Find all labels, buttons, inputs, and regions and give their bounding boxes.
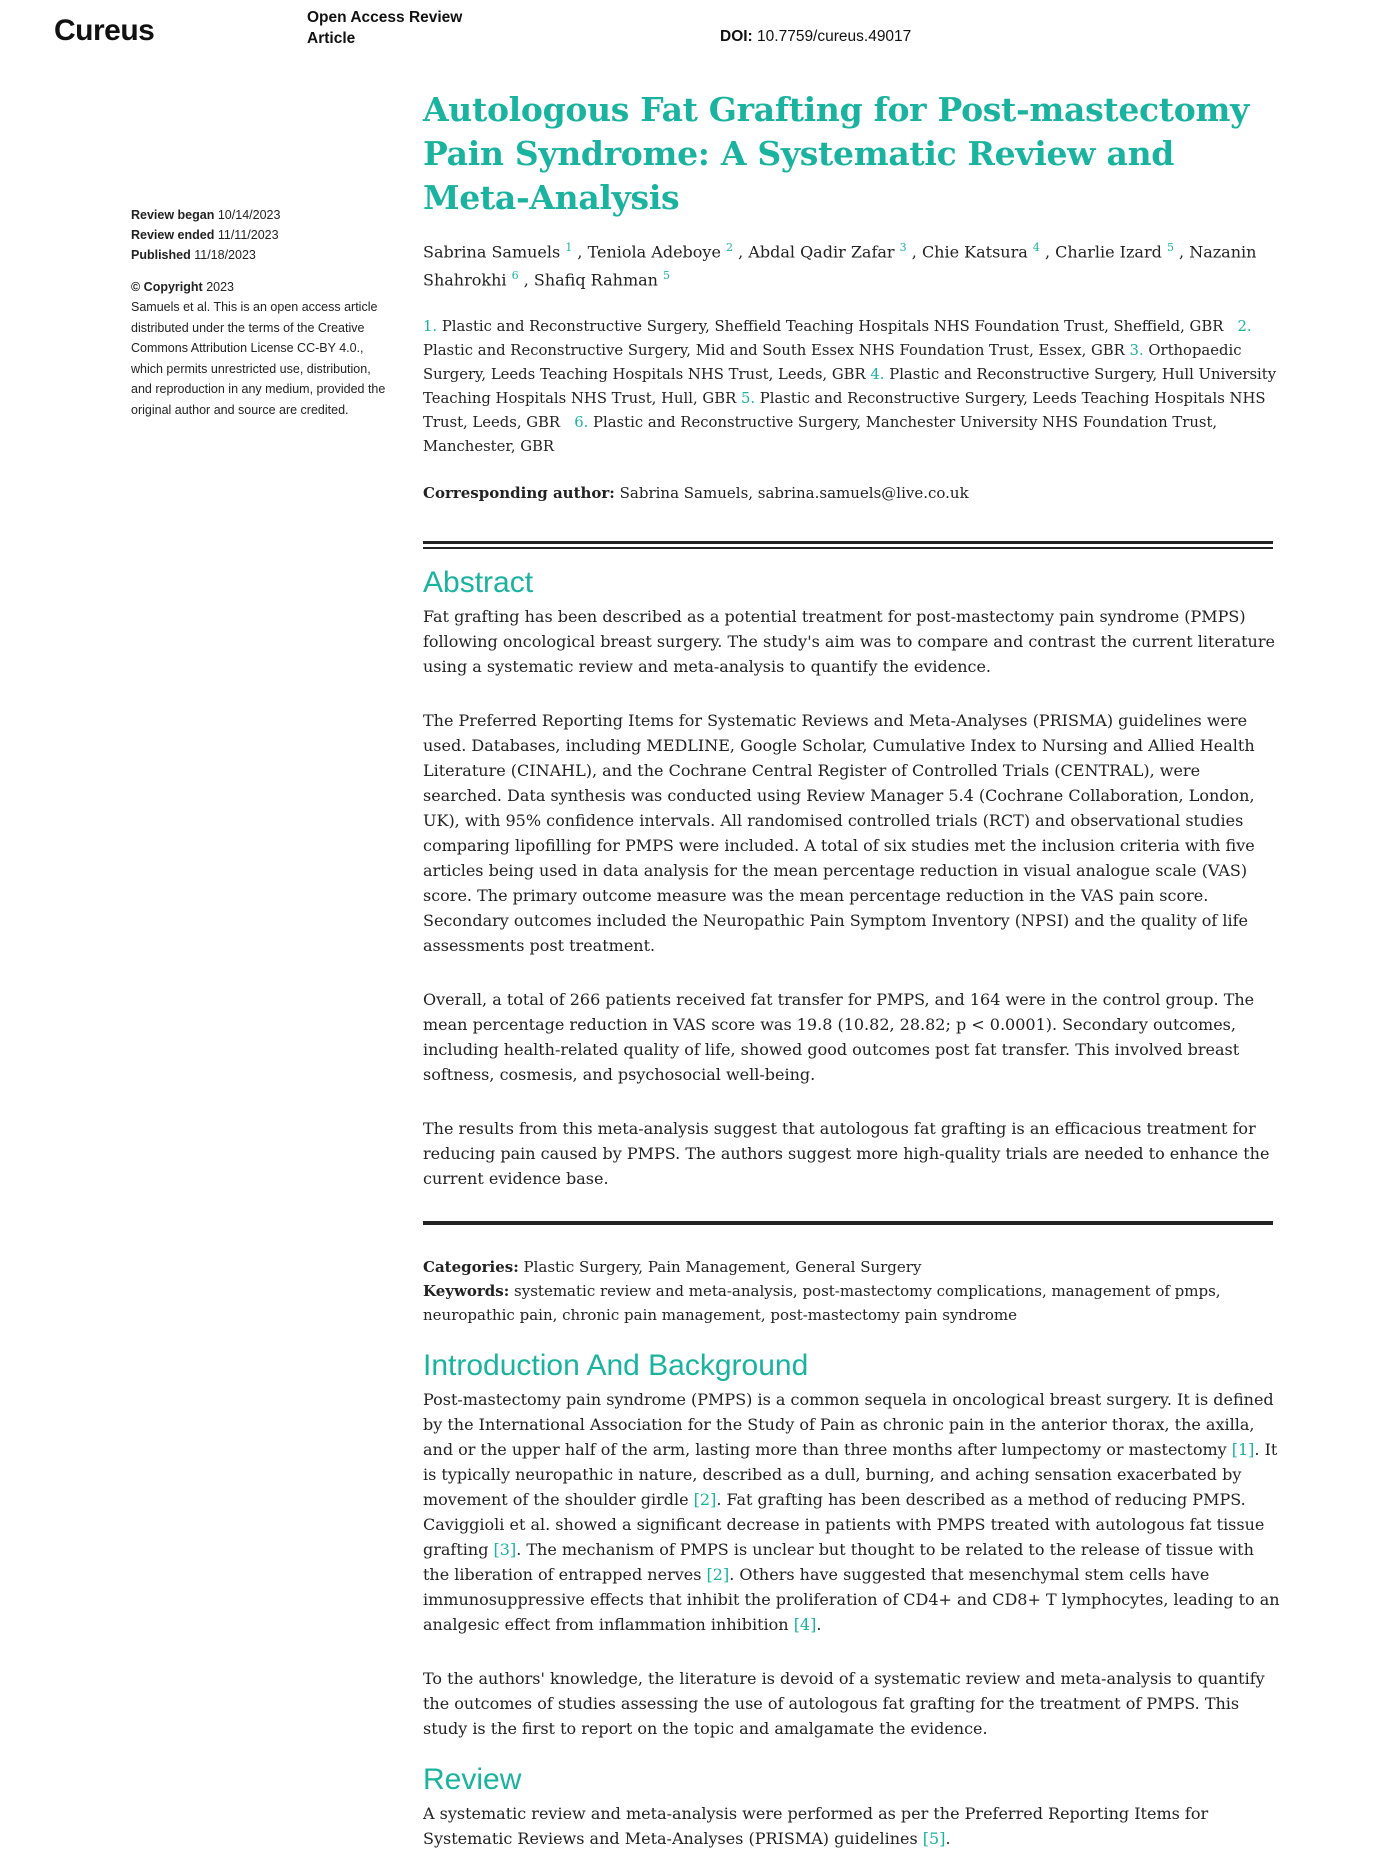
abstract-paragraph: The Preferred Reporting Items for Systematic Reviews and Meta-Analyses (PRISMA) guidelines were used. Databases, including MEDLINE, Google Scholar, Cumulative Index to Nursing and Allied Health Literature (CINAHL), and the Cochrane Central Register of Controlled Trials (CENTRAL), were searched. Data synthesis was conducted using Review Manager 5.4 (Cochrane Collaboration, London, UK), with 95% confidence intervals. All randomised controlled trials (RCT) and observational studies comparing lipofilling for PMPS were included. A total of six studies met the inclusion criteria with five articles being used in data analysis for the mean percentage reduction in visual analogue scale (VAS) score. The primary outcome measure was the mean percentage reduction in the VAS pain score. Secondary outcomes included the Neuropathic Pain Symptom Inventory (NPSI) and the quality of life assessments post treatment. — [423, 710, 1255, 955]
affiliation-text: Plastic and Reconstructive Surgery, Manchester University NHS Foundation Trust, Manchester, GBR — [423, 413, 1218, 455]
citation-link[interactable]: [2] — [706, 1564, 730, 1584]
article-type-line1: Open Access Review — [307, 9, 463, 26]
published-date: 11/18/2023 — [194, 248, 256, 262]
categories-label: Categories: — [423, 1257, 519, 1276]
affiliation-text: Plastic and Reconstructive Surgery, Leeds Teaching Hospitals NHS Trust, Leeds, GBR — [423, 389, 1266, 431]
text-run: . — [816, 1614, 822, 1634]
introduction-section — [423, 1347, 1283, 1741]
affiliation-text: Plastic and Reconstructive Surgery, Hull University Teaching Hospitals NHS Trust, Hull, GBR — [423, 365, 1277, 407]
abstract-section — [423, 564, 1283, 1191]
text-run: Post-mastectomy pain syndrome (PMPS) is a common sequela in oncological breast surgery. It is defined by the International Association for the Study of Pain as chronic pain in the anterior thorax, the axilla, and or the upper half of the arm, lasting more than three months after lumpectomy or mastectomy — [423, 1389, 1274, 1459]
affiliation-number: 4. — [870, 365, 885, 383]
keywords-label: Keywords: — [423, 1281, 510, 1300]
review-began-date: 10/14/2023 — [217, 208, 281, 222]
author-affiliation-ref: 1 — [565, 241, 573, 254]
text-run: . — [945, 1828, 951, 1848]
text-run: A systematic review and meta-analysis were performed as per the Preferred Reporting Items for Systematic Reviews and Meta-Analyses (PRISMA) guidelines — [423, 1803, 1209, 1848]
article-type-line2: Article — [307, 30, 356, 47]
copyright — [131, 277, 391, 420]
author-name[interactable]: Nazanin Shahrokhi — [423, 242, 1257, 290]
author-affiliation-ref: 2 — [726, 241, 734, 254]
article-metadata — [423, 1255, 1283, 1327]
author-name[interactable]: Shafiq Rahman — [533, 270, 658, 290]
doi-value[interactable]: 10.7759/cureus.49017 — [757, 28, 912, 45]
affiliation-text: Plastic and Reconstructive Surgery, Mid and South Essex NHS Foundation Trust, Essex, GBR — [423, 341, 1125, 359]
review-ended-label: Review ended — [131, 228, 215, 242]
corresponding-author-value[interactable]: Sabrina Samuels, sabrina.samuels@live.co.uk — [619, 483, 969, 502]
affiliation-number: 5. — [740, 389, 756, 407]
corresponding-author-label: Corresponding author: — [423, 483, 615, 502]
review-ended-date: 11/11/2023 — [217, 228, 279, 242]
affiliation-text: Plastic and Reconstructive Surgery, Sheffield Teaching Hospitals NHS Foundation Trust, Sheffield, GBR — [441, 317, 1224, 335]
affiliation-number: 2. — [1237, 317, 1252, 335]
author-name[interactable]: Charlie Izard — [1055, 242, 1162, 262]
published-label: Published — [131, 248, 191, 262]
article-title: Autologous Fat Grafting for Post-mastectomy Pain Syndrome: A Systematic Review and Meta-Analysis — [423, 90, 1249, 217]
license-text: Samuels et al. This is an open access article distributed under the terms of the Creative Commons Attribution License CC-BY 4.0., which permits unrestricted use, distribution, and reproduction in any medium, provided the original author and source are credited. — [131, 300, 386, 417]
text-run: . Others have suggested that mesenchymal stem cells have immunosuppressive effects that inhibit the proliferation of CD4+ and CD8+ T lymphocytes, leading to an analgesic effect from inflammation inhibition — [423, 1564, 1280, 1634]
text-run: . Fat grafting has been described as a method of reducing PMPS. Caviggioli et al. showed a significant decrease in patients with PMPS treated with autologous fat tissue grafting — [423, 1489, 1265, 1559]
introduction-paragraph — [423, 1387, 1283, 1637]
introduction-heading: Introduction And Background — [423, 1348, 809, 1382]
author-affiliation-ref: 3 — [899, 241, 907, 254]
article-main — [423, 88, 1283, 1851]
review-paragraph — [423, 1801, 1283, 1851]
author-affiliation-ref: 6 — [511, 269, 519, 283]
author-list: Sabrina Samuels $^1$ , Teniola Adeboye $^2$ , Abdal Qadir Zafar $^3$ , Chie Katsura $^4$ , Charlie Izard $^5$ , Nazanin Shahrokhi $^6$ , Shafiq Rahman $^5$ — [423, 241, 1257, 290]
citation-link[interactable]: [4] — [793, 1614, 817, 1634]
keywords — [423, 1279, 1283, 1327]
author-name[interactable]: Chie Katsura — [921, 242, 1028, 262]
affiliation-text: Orthopaedic Surgery, Leeds Teaching Hospitals NHS Trust, Leeds, GBR — [423, 341, 1242, 383]
section-divider — [423, 541, 1273, 544]
citation-link[interactable]: [5] — [922, 1828, 946, 1848]
citation-link[interactable]: [1] — [1231, 1439, 1255, 1459]
abstract-paragraph: Fat grafting has been described as a potential treatment for post-mastectomy pain syndrome (PMPS) following oncological breast surgery. The study's aim was to compare and contrast the current literature using a systematic review and meta-analysis to quantify the evidence. — [423, 606, 1275, 676]
review-section — [423, 1761, 1283, 1851]
copyright-label: © Copyright — [131, 280, 203, 294]
author-affiliation-ref: 5 — [663, 269, 671, 283]
review-dates — [131, 205, 391, 265]
abstract-heading: Abstract — [423, 565, 534, 599]
author-name[interactable]: Teniola Adeboye — [587, 242, 721, 262]
review-heading: Review — [423, 1762, 522, 1796]
affiliation-number: 1. — [423, 317, 438, 335]
article-type — [307, 7, 507, 49]
section-divider — [423, 1221, 1273, 1225]
affiliation-number: 6. — [574, 413, 589, 431]
introduction-paragraph: To the authors' knowledge, the literature is devoid of a systematic review and meta-analysis to quantify the outcomes of studies assessing the use of autologous fat grafting for the treatment of PMPS. This study is the first to report on the topic and amalgamate the evidence. — [423, 1668, 1265, 1738]
journal-logo: Cureus — [54, 14, 155, 47]
author-name[interactable]: Sabrina Samuels — [423, 242, 561, 262]
categories — [423, 1255, 1283, 1279]
doi — [720, 28, 911, 46]
article-sidebar — [131, 205, 391, 420]
affiliation-list — [423, 315, 1283, 459]
doi-label: DOI: — [720, 28, 753, 45]
affiliation-number: 3. — [1129, 341, 1144, 359]
review-began-label: Review began — [131, 208, 215, 222]
keywords-value: systematic review and meta-analysis, post-mastectomy complications, management of pmps, neuropathic pain, chronic pain management, post-mastectomy pain syndrome — [423, 1281, 1221, 1324]
text-run: . It is typically neuropathic in nature, described as a dull, burning, and aching sensation exacerbated by movement of the shoulder girdle — [423, 1439, 1278, 1509]
author-name[interactable]: Abdal Qadir Zafar — [748, 242, 895, 262]
author-affiliation-ref: 5 — [1166, 241, 1174, 254]
text-run: . The mechanism of PMPS is unclear but thought to be related to the release of tissue with the liberation of entrapped nerves — [423, 1539, 1254, 1584]
citation-link[interactable]: [2] — [693, 1489, 717, 1509]
author-affiliation-ref: 4 — [1032, 241, 1040, 254]
abstract-paragraph: Overall, a total of 266 patients received fat transfer for PMPS, and 164 were in the control group. The mean percentage reduction in VAS score was 19.8 (10.82, 28.82; p < 0.0001). Secondary outcomes, including health-related quality of life, showed good outcomes post fat transfer. This involved breast softness, cosmesis, and psychosocial well-being. — [423, 989, 1255, 1084]
corresponding-author — [423, 481, 1283, 505]
copyright-year: 2023 — [206, 280, 235, 294]
abstract-paragraph: The results from this meta-analysis suggest that autologous fat grafting is an efficacious treatment for reducing pain caused by PMPS. The authors suggest more high-quality trials are needed to enhance the current evidence base. — [423, 1118, 1270, 1188]
citation-link[interactable]: [3] — [493, 1539, 517, 1559]
categories-value: Plastic Surgery, Pain Management, General Surgery — [523, 1257, 922, 1276]
